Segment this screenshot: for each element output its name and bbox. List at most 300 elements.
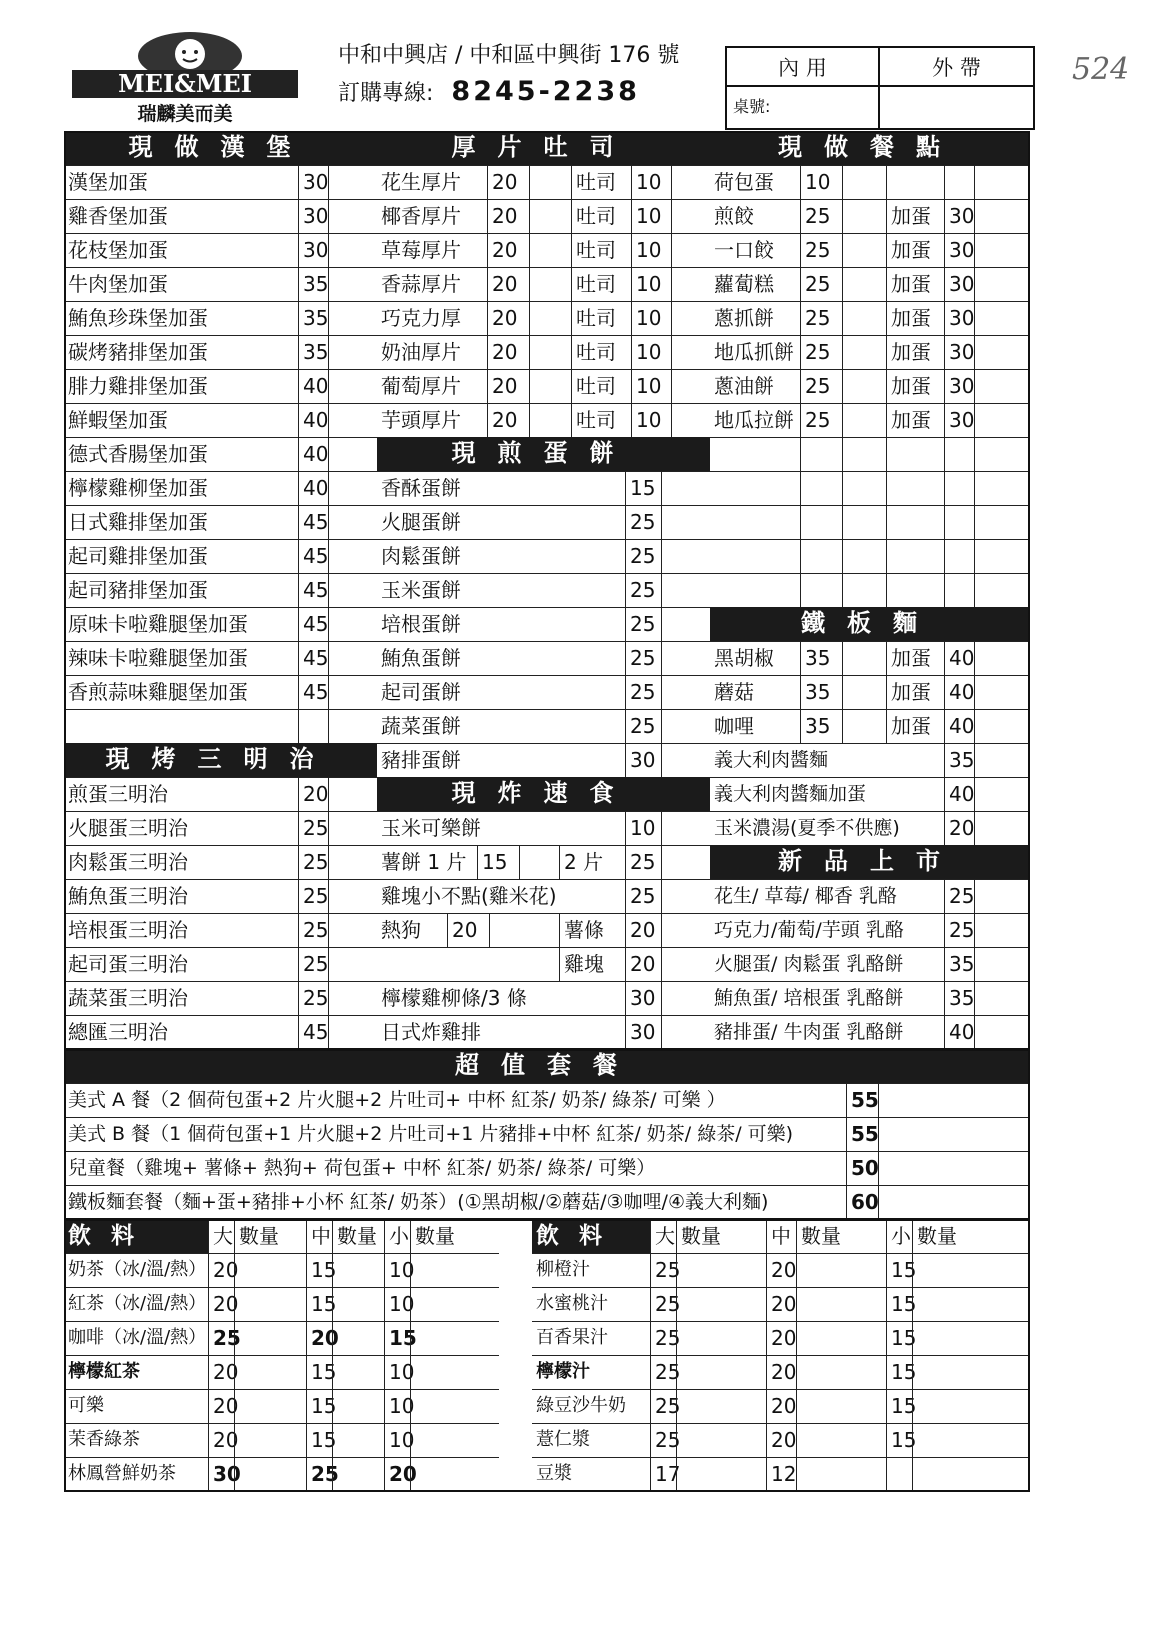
burger-row [64,709,377,743]
noodle-add-egg: 加蛋 [886,642,944,675]
meal-add-egg-price: 30 [944,200,974,233]
plain-toast-price: 10 [631,166,671,199]
drink-small-qty[interactable] [912,1458,1030,1491]
meal-row [710,369,1030,403]
size-medium-label: 中 [766,1220,796,1253]
nugget-qty[interactable] [661,880,710,913]
sandwich-qty-box[interactable] [328,1016,377,1049]
meal-add-egg: 加蛋 [886,234,944,267]
sandwich-name: 培根蛋三明治 [68,918,188,942]
burger-row [64,403,377,437]
drink-large-price: 30 [208,1458,234,1491]
plain-toast-price: 10 [631,370,671,403]
combo-name: 鐵板麵套餐（麵+蛋+豬排+小杯 紅茶/ 奶茶）(①黑胡椒/②蘑菇/③咖哩/④義大利麵) [68,1191,769,1213]
noodle-extra-price: 20 [944,812,974,845]
egg-pancake-row [377,709,710,743]
drink-name: 柳橙汁 [536,1259,590,1280]
drink-row [532,1321,1030,1355]
drink-header-row [532,1219,1030,1253]
drinks-right-title: 飲 料 [532,1220,650,1253]
drink-large-qty[interactable] [234,1390,306,1423]
sandwich-qty-box[interactable] [328,982,377,1015]
egg-pancake-qty-box[interactable] [661,676,710,709]
noodle-name: 咖哩 [714,714,754,738]
drink-row [532,1253,1030,1287]
drink-large-price: 25 [208,1322,234,1355]
drink-large-qty[interactable] [234,1424,306,1457]
noodle-extra-qty[interactable] [974,778,1030,811]
sandwich-qty-box[interactable] [328,948,377,981]
drink-large-qty[interactable] [234,1458,306,1491]
egg-pancake-price: 30 [625,744,661,777]
noodle-add-egg-price: 40 [944,676,974,709]
sandwich-row [64,913,377,947]
burger-qty-box[interactable] [328,302,377,335]
drink-medium-price: 15 [306,1288,332,1321]
drink-row [532,1389,1030,1423]
egg-pancake-name: 豬排蛋餅 [381,748,461,772]
meal-add-egg: 加蛋 [886,200,944,233]
drink-large-qty[interactable] [676,1254,766,1287]
sandwich-name: 蔬菜蛋三明治 [68,986,188,1010]
combo-qty[interactable] [878,1152,1030,1185]
meal-add-egg [886,166,944,199]
drink-large-qty[interactable] [234,1254,306,1287]
drink-large-price: 25 [650,1390,676,1423]
plain-toast-qty-box[interactable] [671,370,710,403]
fried-qty-box[interactable] [661,812,710,845]
toast-qty-box[interactable] [529,234,571,267]
meal-add-egg-price [944,166,974,199]
sandwich-qty-box[interactable] [328,846,377,879]
drink-large-qty[interactable] [234,1322,306,1355]
drink-medium-qty[interactable] [796,1254,886,1287]
burger-row [64,437,377,471]
japanese-chicken-qty[interactable] [661,1016,710,1049]
egg-pancake-qty-box[interactable] [661,540,710,573]
sandwich-name: 起司蛋三明治 [68,952,188,976]
drink-medium-qty[interactable] [332,1424,384,1457]
burger-row [64,641,377,675]
meal-qty[interactable] [842,268,886,301]
toast-row [377,301,710,335]
plain-toast-qty-box[interactable] [671,234,710,267]
meal-name: 一口餃 [714,238,774,262]
egg-pancake-name: 起司蛋餅 [381,680,461,704]
noodle-qty[interactable] [842,710,886,743]
drink-small-qty[interactable] [410,1356,499,1389]
chicken-nugget-qty[interactable] [661,948,710,981]
drink-row [64,1287,499,1321]
drink-medium-qty[interactable] [332,1458,384,1491]
section-header-burger: 現做漢堡 [64,131,377,165]
fried-row [377,1015,710,1049]
noodle-name: 蘑菇 [714,680,754,704]
sandwich-qty-box[interactable] [328,880,377,913]
noodle-extra-price: 40 [944,778,974,811]
egg-pancake-price: 25 [625,676,661,709]
hashbrown-2-price: 25 [625,846,661,879]
blank [800,540,842,573]
drink-small-price: 15 [886,1322,912,1355]
meal-add-egg-qty[interactable] [974,336,1030,369]
egg-pancake-qty-box[interactable] [661,506,710,539]
drink-medium-qty[interactable] [332,1390,384,1423]
burger-row [64,607,377,641]
egg-pancake-qty-box[interactable] [661,574,710,607]
toast-name: 葡萄厚片 [381,374,461,398]
combo-price: 55 [846,1084,878,1117]
fries-qty[interactable] [661,914,710,947]
drink-large-price: 25 [650,1322,676,1355]
meal-add-egg-qty[interactable] [974,268,1030,301]
blank-row [710,437,1030,471]
burger-name: 德式香腸堡加蛋 [68,442,208,466]
sandwich-price: 45 [298,1016,328,1049]
meal-add-egg-qty[interactable] [974,166,1030,199]
plain-toast-qty-box[interactable] [671,166,710,199]
drink-large-price: 20 [208,1356,234,1389]
noodle-name: 黑胡椒 [714,646,774,670]
meal-price: 25 [800,404,842,437]
blank [800,472,842,505]
combo-row [64,1185,1030,1219]
burger-qty-box[interactable] [328,506,377,539]
section-header-sandwich: 現烤三明治 [64,743,377,777]
meal-add-egg-qty[interactable] [974,200,1030,233]
egg-pancake-qty-box[interactable] [661,744,710,777]
drink-large-price: 17 [650,1458,676,1491]
fries-name: 薯條 [559,914,625,947]
sandwich-qty-box[interactable] [328,778,377,811]
toast-price: 20 [487,200,529,233]
new-item-name: 豬排蛋/ 牛肉蛋 乳酪餅 [714,1021,904,1043]
burger-qty-box[interactable] [328,268,377,301]
egg-pancake-row [377,505,710,539]
meal-add-egg-qty[interactable] [974,234,1030,267]
qty-label: 數量 [796,1220,886,1253]
drink-medium-price: 20 [766,1356,796,1389]
burger-price: 45 [298,574,328,607]
meal-row [710,165,1030,199]
drink-medium-qty[interactable] [796,1390,886,1423]
phone-label: 訂購專線: [338,81,434,106]
drink-medium-qty[interactable] [796,1424,886,1457]
meal-qty[interactable] [842,166,886,199]
plain-toast-name: 吐司 [571,200,631,233]
drink-small-qty[interactable] [912,1288,1030,1321]
egg-pancake-qty-box[interactable] [661,710,710,743]
toast-qty-box[interactable] [529,336,571,369]
sandwich-qty-box[interactable] [328,914,377,947]
drink-medium-price: 15 [306,1356,332,1389]
noodle-qty[interactable] [842,676,886,709]
toast-qty-box[interactable] [529,370,571,403]
drink-large-qty[interactable] [676,1458,766,1491]
hashbrown-2-qty[interactable] [661,846,710,879]
burger-qty-box[interactable] [328,200,377,233]
burger-row [64,199,377,233]
toast-qty-box[interactable] [529,268,571,301]
burger-qty-box[interactable] [328,574,377,607]
meal-price: 25 [800,302,842,335]
blank [710,574,800,607]
noodle-extra-qty[interactable] [974,812,1030,845]
new-item-name: 巧克力/葡萄/芋頭 乳酪 [714,919,904,941]
burger-qty-box[interactable] [328,370,377,403]
drink-large-qty[interactable] [676,1424,766,1457]
meal-add-egg: 加蛋 [886,336,944,369]
burger-name: 辣味卡啦雞腿堡加蛋 [68,646,248,670]
meal-add-egg-qty[interactable] [974,302,1030,335]
drink-row [532,1355,1030,1389]
burger-price: 45 [298,642,328,675]
take-out-option[interactable]: 外 帶 [932,56,981,80]
new-item-qty[interactable] [974,880,1030,913]
burger-name: 日式雞排堡加蛋 [68,510,208,534]
meal-qty[interactable] [842,404,886,437]
toast-name: 奶油厚片 [381,340,461,364]
new-item-row [710,1015,1030,1049]
drink-large-qty[interactable] [676,1322,766,1355]
chicken-nugget-price: 20 [625,948,661,981]
drink-name: 綠豆沙牛奶 [536,1395,626,1416]
burger-qty-box[interactable] [328,642,377,675]
new-item-row [710,947,1030,981]
drink-medium-price: 20 [766,1424,796,1457]
drink-header-row [64,1219,499,1253]
svg-text:MEI&MEI: MEI&MEI [118,69,252,98]
drink-medium-qty[interactable] [796,1288,886,1321]
noodle-price: 35 [800,676,842,709]
combo-qty[interactable] [878,1186,1030,1219]
qty-label: 數量 [676,1220,766,1253]
drink-medium-price: 12 [766,1458,796,1491]
blank [974,506,1030,539]
new-item-qty[interactable] [974,1016,1030,1049]
meal-name: 煎餃 [714,204,754,228]
meal-qty[interactable] [842,302,886,335]
drink-medium-price: 15 [306,1390,332,1423]
burger-name: 起司雞排堡加蛋 [68,544,208,568]
drink-large-qty[interactable] [234,1288,306,1321]
blank [842,506,886,539]
drink-large-qty[interactable] [676,1356,766,1389]
burger-name: 牛肉堡加蛋 [68,272,168,296]
toast-row [377,369,710,403]
egg-pancake-qty-box[interactable] [661,608,710,641]
egg-pancake-row [377,471,710,505]
handwritten-note: 524 [1072,52,1130,87]
plain-toast-qty-box[interactable] [671,302,710,335]
burger-row [64,539,377,573]
blank [842,472,886,505]
burger-qty-box[interactable] [328,336,377,369]
egg-pancake-row [377,539,710,573]
toast-row [377,199,710,233]
meal-qty[interactable] [842,336,886,369]
burger-qty-box[interactable] [328,234,377,267]
drink-small-qty[interactable] [912,1254,1030,1287]
noodle-qty[interactable] [842,642,886,675]
meal-add-egg-qty[interactable] [974,404,1030,437]
table-number-label: 桌號: [733,97,771,116]
new-item-qty[interactable] [974,914,1030,947]
meal-add-egg: 加蛋 [886,302,944,335]
blank [800,506,842,539]
meal-add-egg-qty[interactable] [974,370,1030,403]
size-large-label: 大 [650,1220,676,1253]
toast-price: 20 [487,302,529,335]
combo-row [64,1151,1030,1185]
drink-small-price: 10 [384,1424,410,1457]
drink-small-qty[interactable] [410,1322,499,1355]
toast-qty-box[interactable] [529,200,571,233]
sandwich-price: 25 [298,948,328,981]
combo-row [64,1083,1030,1117]
egg-pancake-qty-box[interactable] [661,472,710,505]
drinks-left-title: 飲 料 [64,1220,208,1253]
drink-large-price: 20 [208,1254,234,1287]
drink-small-qty[interactable] [410,1390,499,1423]
drink-medium-qty[interactable] [332,1322,384,1355]
noodle-price: 35 [800,642,842,675]
dine-in-option[interactable]: 內 用 [778,56,827,80]
meal-row [710,233,1030,267]
drink-name: 薏仁漿 [536,1429,590,1450]
new-item-qty[interactable] [974,948,1030,981]
burger-qty-box[interactable] [328,608,377,641]
sandwich-name: 煎蛋三明治 [68,782,168,806]
noodle-add-egg-qty[interactable] [974,642,1030,675]
meal-qty[interactable] [842,370,886,403]
burger-name: 碳烤豬排堡加蛋 [68,340,208,364]
drink-row [64,1355,499,1389]
blank [944,574,974,607]
meal-price: 25 [800,370,842,403]
drink-small-qty[interactable] [912,1424,1030,1457]
drink-large-price: 20 [208,1424,234,1457]
drink-large-qty[interactable] [234,1356,306,1389]
toast-qty-box[interactable] [529,404,571,437]
sandwich-name: 總匯三明治 [68,1020,168,1044]
fried-row [377,811,710,845]
blank [842,574,886,607]
drink-medium-qty[interactable] [332,1254,384,1287]
drink-name: 可樂 [68,1395,104,1416]
drink-name: 林鳳營鮮奶茶 [68,1463,176,1484]
burger-price: 45 [298,608,328,641]
meal-row [710,403,1030,437]
meal-qty[interactable] [842,234,886,267]
plain-toast-qty-box[interactable] [671,268,710,301]
burger-qty-box[interactable] [328,166,377,199]
toast-row [377,403,710,437]
section-header-iron-noodle: 鐵板麵 [710,607,1030,641]
noodle-add-egg-qty[interactable] [974,710,1030,743]
plain-toast-qty-box[interactable] [671,404,710,437]
combo-qty[interactable] [878,1118,1030,1151]
sandwich-qty-box[interactable] [328,812,377,845]
new-item-qty[interactable] [974,982,1030,1015]
meal-qty[interactable] [842,200,886,233]
order-type-box [725,46,1035,130]
toast-row [377,165,710,199]
burger-name [64,710,298,743]
noodle-extra-name: 玉米濃湯(夏季不供應) [714,817,900,839]
hashbrown-1-qty[interactable] [519,846,559,879]
combo-price: 60 [846,1186,878,1219]
combo-qty[interactable] [878,1084,1030,1117]
meal-add-egg-price: 30 [944,336,974,369]
toast-row [377,233,710,267]
burger-qty-box[interactable] [328,472,377,505]
burger-qty-box[interactable] [328,676,377,709]
egg-pancake-qty-box[interactable] [661,642,710,675]
toast-qty-box[interactable] [529,302,571,335]
burger-price: 30 [298,200,328,233]
egg-pancake-price: 15 [625,472,661,505]
blank [710,540,800,573]
toast-price: 20 [487,166,529,199]
drink-large-qty[interactable] [676,1390,766,1423]
qty-label: 數量 [234,1220,306,1253]
drink-medium-qty[interactable] [796,1458,886,1491]
drink-medium-qty[interactable] [796,1356,886,1389]
qty-label: 數量 [410,1220,499,1253]
combo-name: 美式 A 餐（2 個荷包蛋+2 片火腿+2 片吐司+ 中杯 紅茶/ 奶茶/ 綠茶/ 可樂 ） [68,1089,726,1111]
plain-toast-name: 吐司 [571,234,631,267]
drink-small-qty[interactable] [912,1390,1030,1423]
drink-small-qty[interactable] [912,1356,1030,1389]
noodle-add-egg: 加蛋 [886,710,944,743]
drink-medium-qty[interactable] [332,1356,384,1389]
lemon-chicken-qty[interactable] [661,982,710,1015]
blank [974,438,1030,471]
egg-pancake-name: 香酥蛋餅 [381,476,461,500]
drink-medium-qty[interactable] [332,1288,384,1321]
drink-medium-qty[interactable] [796,1322,886,1355]
drink-medium-price: 15 [306,1254,332,1287]
fries-price: 20 [625,914,661,947]
burger-qty-box[interactable] [328,540,377,573]
burger-row [64,335,377,369]
noodle-extra-qty[interactable] [974,744,1030,777]
drink-small-qty[interactable] [410,1458,499,1491]
burger-qty-box[interactable] [328,438,377,471]
noodle-add-egg-qty[interactable] [974,676,1030,709]
hotdog-qty[interactable] [489,914,559,947]
egg-pancake-price: 25 [625,608,661,641]
drink-large-qty[interactable] [676,1288,766,1321]
plain-toast-price: 10 [631,234,671,267]
drink-small-qty[interactable] [912,1322,1030,1355]
sandwich-price: 25 [298,812,328,845]
plain-toast-qty-box[interactable] [671,200,710,233]
drink-small-qty[interactable] [410,1254,499,1287]
drink-small-qty[interactable] [410,1288,499,1321]
plain-toast-qty-box[interactable] [671,336,710,369]
burger-qty-box[interactable] [328,404,377,437]
plain-toast-name: 吐司 [571,302,631,335]
burger-qty-box[interactable] [328,710,377,743]
drink-small-qty[interactable] [410,1424,499,1457]
toast-qty-box[interactable] [529,166,571,199]
japanese-chicken-name: 日式炸雞排 [381,1020,481,1044]
meal-name: 地瓜拉餅 [714,408,794,432]
new-item-price: 35 [944,982,974,1015]
meal-row [710,267,1030,301]
